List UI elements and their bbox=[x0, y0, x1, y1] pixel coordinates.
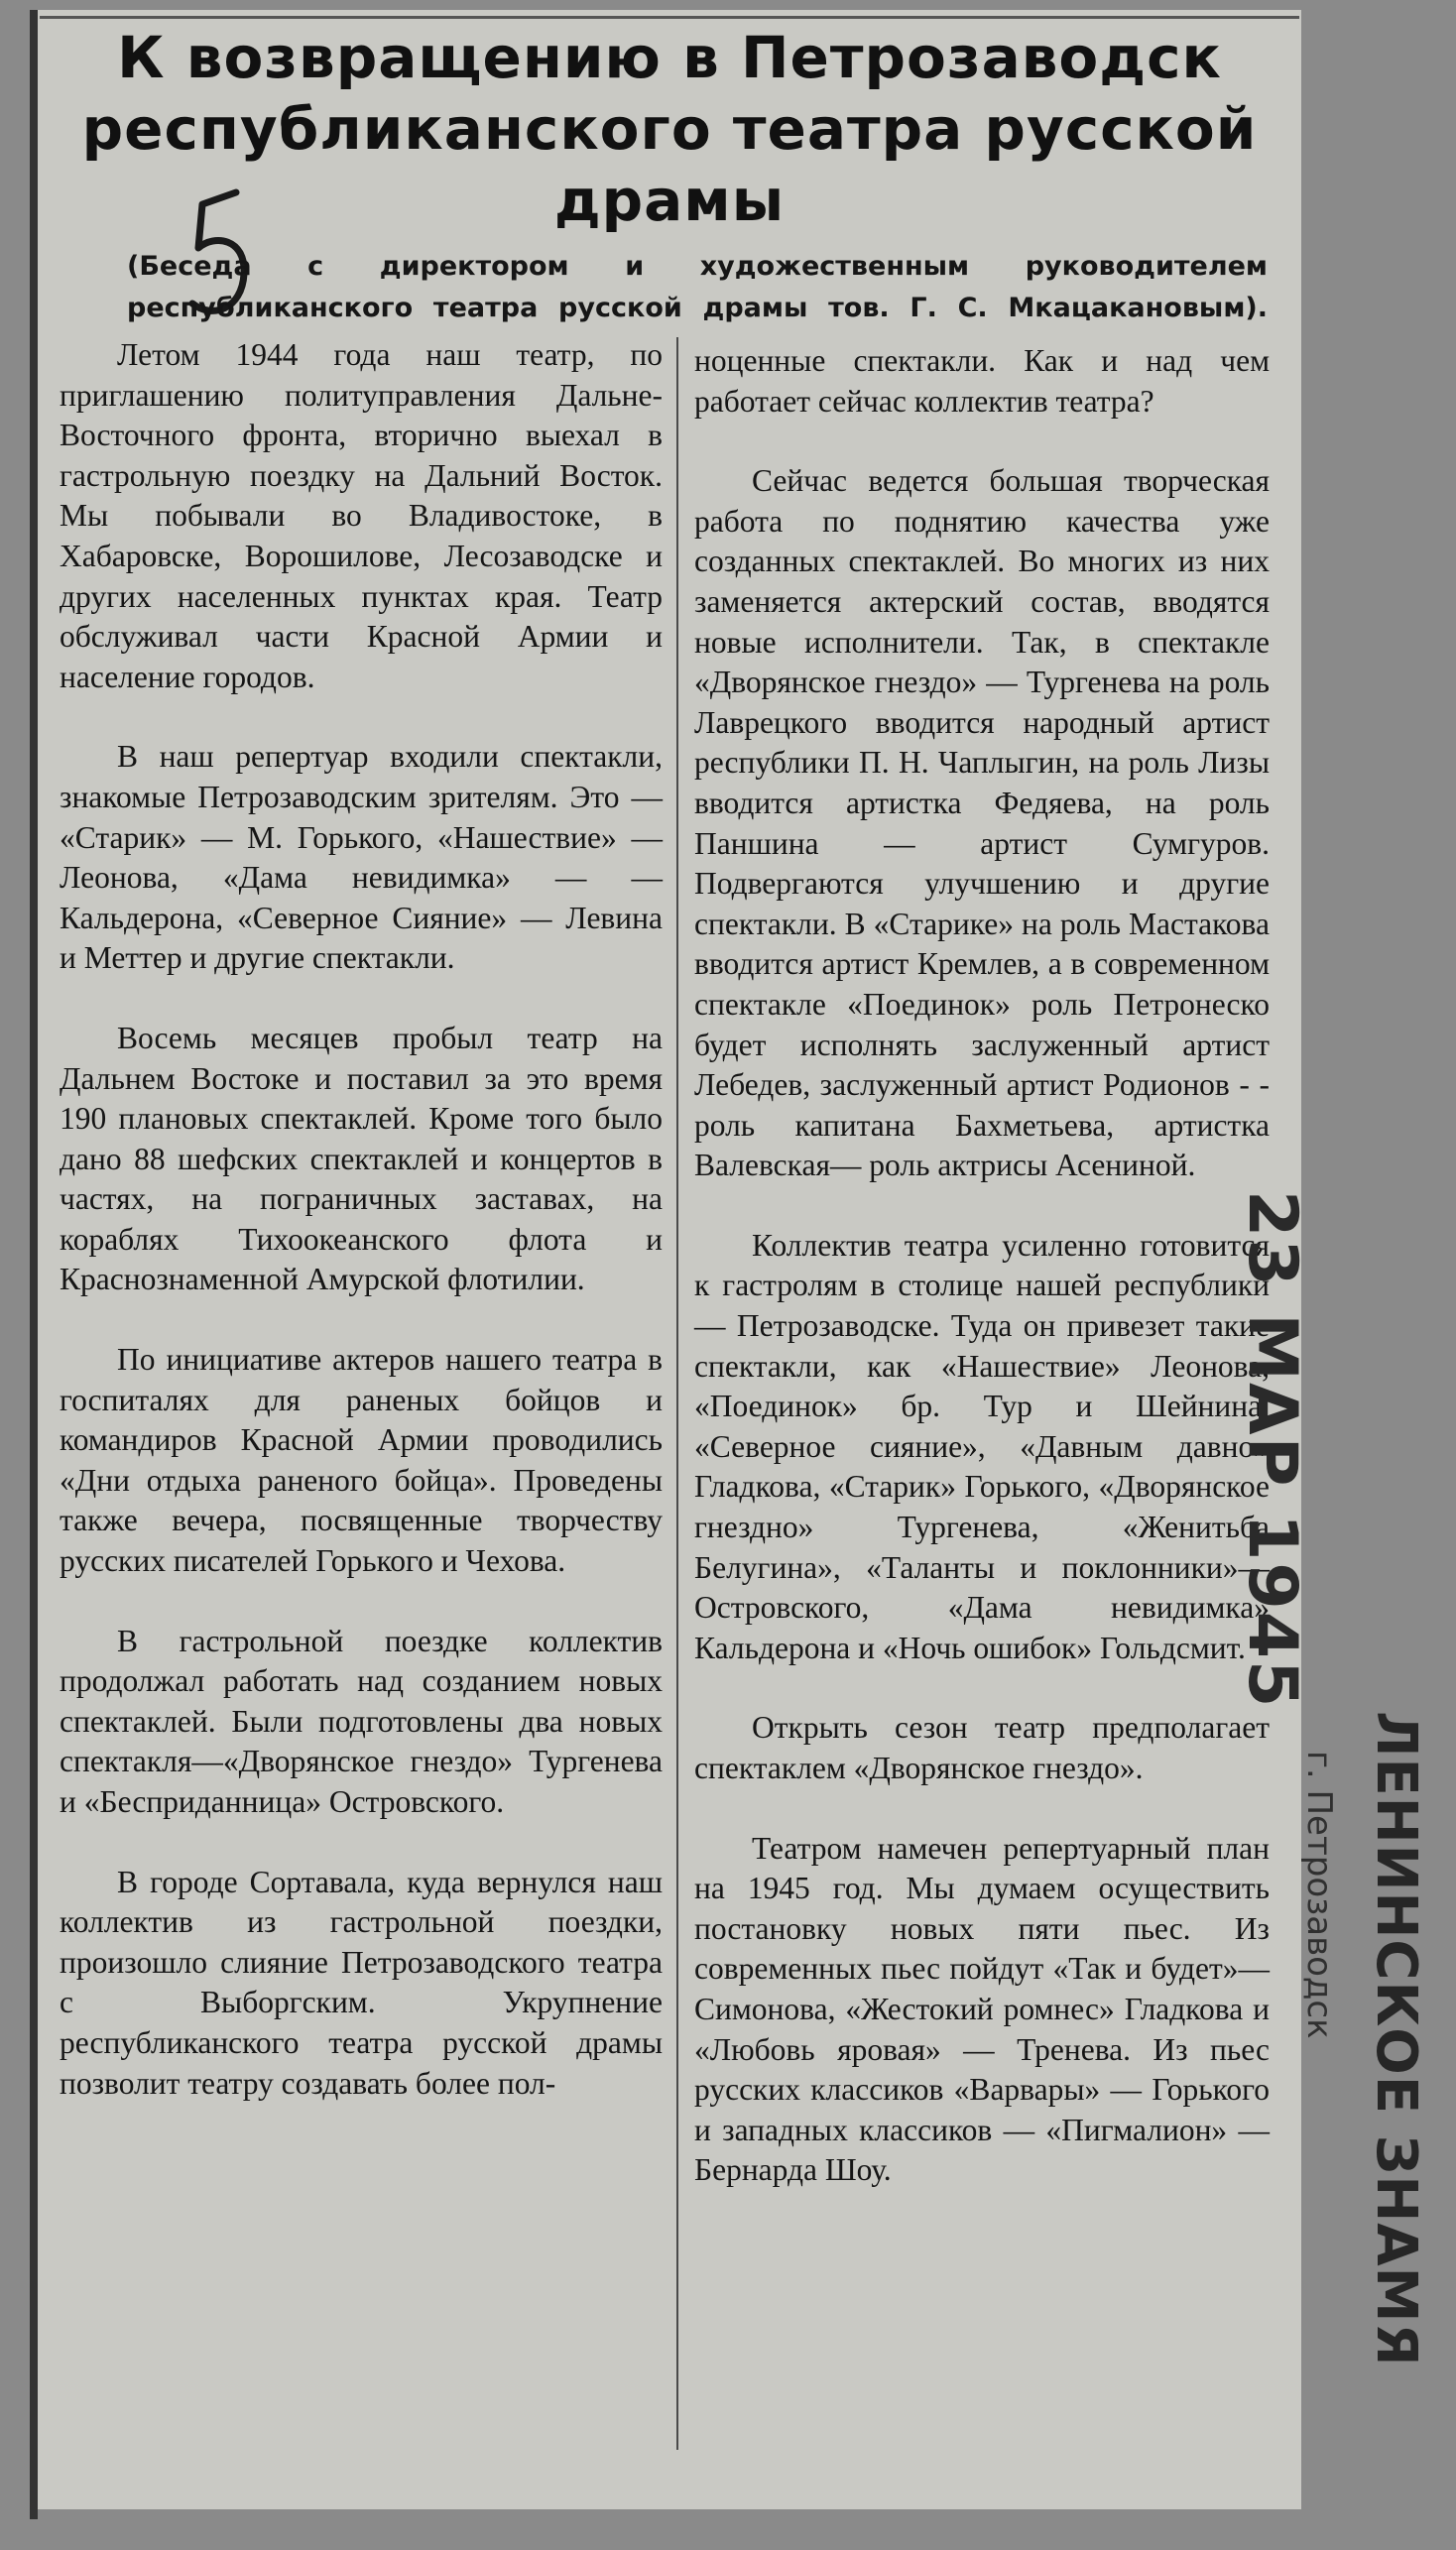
article-subtitle: (Беседа с директором и художественным руководителем республиканского театра русской драмы тов. Г. С. Мкацакановым). bbox=[127, 251, 1268, 323]
date-stamp: 23 МАР 1945 bbox=[1233, 1190, 1311, 1710]
paragraph: Летом 1944 года наш театр, по приглашению политуправления Дальне-Восточного фронта, вторично выехал в гастрольную поездку на Дальний Восток. Мы побывали во Владивостоке, в Хабаровске, Ворошилове, Лесозаводске и других населенных пунктах края. Театр обслуживал части Красной Армии и население городов. bbox=[60, 337, 663, 694]
paragraph: Восемь месяцев пробыл театр на Дальнем Востоке и поставил за это время 190 плановых спектаклей. Кроме того было дано 88 шефских спектаклей и концертов в частях, на пограничных заставах, на кораблях Тихоокеанского флота и Краснознаменной Амурской флотилии. bbox=[60, 1020, 663, 1297]
column-divider bbox=[676, 337, 678, 2450]
paragraph: Сейчас ведется большая творческая работа по поднятию качества уже созданных спектаклей. Во многих из них заменяется актерский состав, вводятся новые исполнители. Так, в спектакле «Дворянское гнездо» — Тургенева на роль Лаврецкого вводится народный артист республики П. Н. Чаплыгин, на роль Лизы вводится артистка Федяева, на роль Паншина — артист Сумгуров. Подвергаются улучшению и другие спектакли. В «Старике» на роль Мастакова вводится артист Кремлев, а в современном спектакле «Поединок» роль Петронеско будет исполнять заслуженный артист Лебедев, заслуженный артист Родионов - - роль капитана Бахметьева, артистка Валевская— роль актрисы Асениной. bbox=[694, 463, 1270, 1183]
city-stamp: г. Петрозаводск bbox=[1299, 1751, 1339, 2039]
paragraph: По инициативе актеров нашего театра в госпиталях для раненых бойцов и командиров Красной Армии проводились «Дни отдыха раненого бойца». Проведены также вечера, посвященные творчеству русских писателей Горького и Чехова. bbox=[60, 1342, 663, 1579]
paragraph: В наш репертуар входили спектакли, знакомые Петрозаводским зрителям. Это — «Старик» — М. Горького, «Нашествие» — Леонова, «Дама невидимка» — — Кальдерона, «Северное Сияние» — Левина и Меттер и другие спектакли. bbox=[60, 739, 663, 976]
paragraph: В гастрольной поездке коллектив продолжал работать над созданием новых спектаклей. Были подготовлены два новых спектакля—«Дворянское гнездо» Тургенева и «Бесприданница» Островского. bbox=[60, 1623, 663, 1819]
paragraph: Коллектив театра усиленно готовится к гастролям в столице нашей республики — Петрозаводске. Туда он привезет такие спектакли, как «Нашествие» Леонова, «Поединок» бр. Тур и Шейнина, «Северное сияние», «Давным давно» Гладкова, «Старик» Горького, «Дворянское гнездно» Тургенева, «Женитьба Белугина», «Таланты и поклонники»— Островского, «Дама невидимка» Кальдерона и «Ночь ошибок» Гольдсмит. bbox=[694, 1227, 1270, 1665]
clipping-left-border bbox=[30, 10, 38, 2519]
article-right-column bbox=[694, 341, 1270, 2231]
paragraph: В городе Сортавала, куда вернулся наш коллектив из гастрольной поездки, произошло слияние Петрозаводского театра с Выборгским. Укрупнение республиканского театра русской драмы позволит театру создавать более пол- bbox=[60, 1864, 663, 2101]
paragraph-continuation: ноценные спектакли. Как и над чем работает сейчас коллектив театра? bbox=[694, 343, 1270, 419]
paragraph: Театром намечен репертуарный план на 1945 год. Мы думаем осуществить постановку новых пяти пьес. Из современных пьес пойдут «Так и будет»—Симонова, «Жестокий ромнес» Гладкова и «Любовь яровая» — Тренева. Из пьес русских классиков «Варвары» — Горького и западных классиков — «Пигмалион» — Бернарда Шоу. bbox=[694, 1830, 1270, 2188]
paragraph: Открыть сезон театр предполагает спектаклем «Дворянское гнездо». bbox=[694, 1710, 1270, 1785]
article-left-column bbox=[60, 335, 663, 2143]
article-title: К возвращению в Петрозаводск республиканского театра русской драмы bbox=[81, 24, 1258, 234]
newspaper-name-stamp: ЛЕНИНСКОЕ ЗНАМЯ bbox=[1364, 1711, 1428, 2368]
clipping-top-rule bbox=[40, 16, 1299, 19]
